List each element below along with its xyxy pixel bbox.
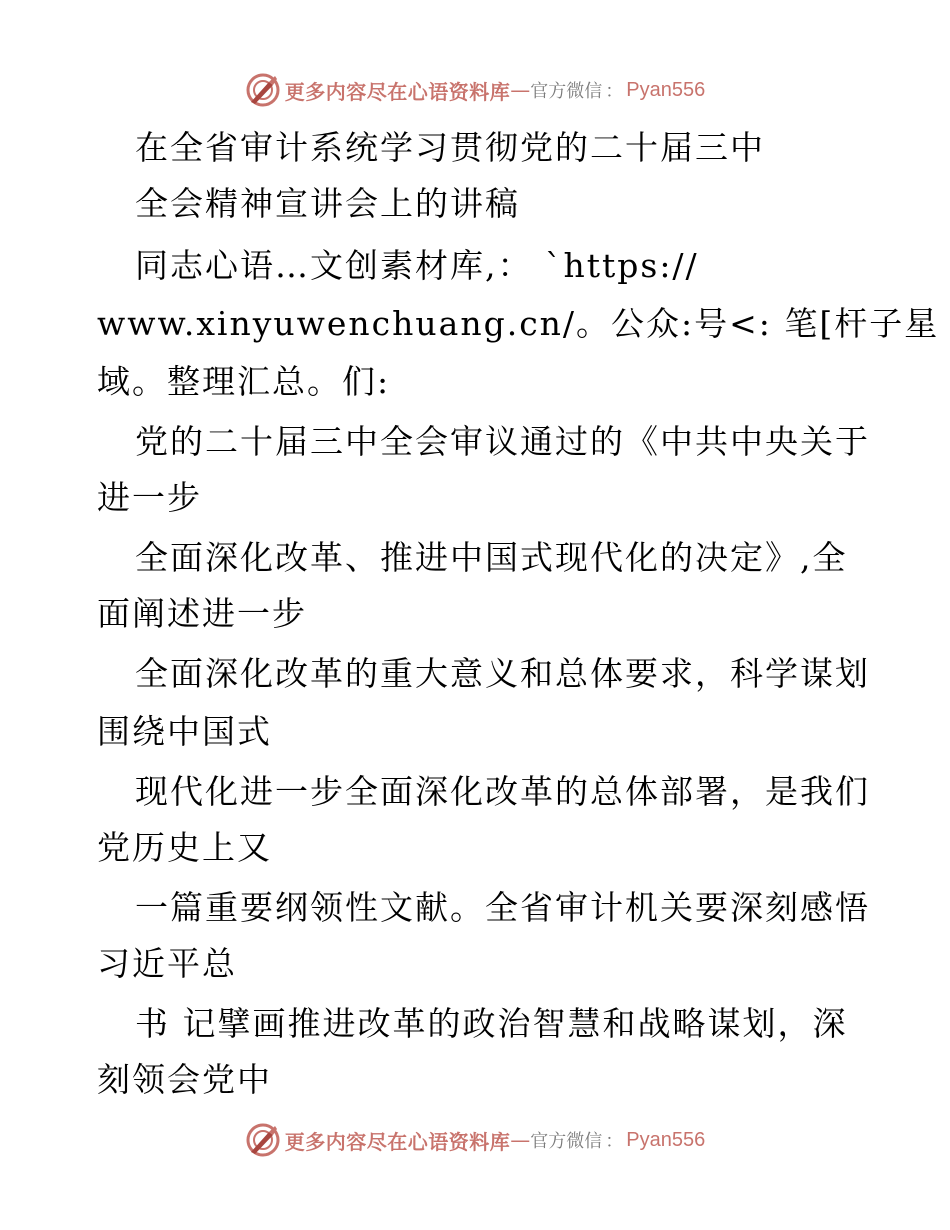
doc-line: 同志心语…文创素材库,： `https:// <box>135 246 699 285</box>
banner-slogan: 更多内容尽在心语资料库 <box>284 79 511 104</box>
doc-line: 在全省审计系统学习贯彻党的二十届三中 <box>135 128 765 167</box>
doc-line: 全面深化改革的重大意义和总体要求，科学谋划 <box>135 654 870 693</box>
doc-line: 党的二十届三中全会审议通过的《中共中央关于 <box>135 422 870 461</box>
banner-wechat-id: Pyan556 <box>626 1128 706 1151</box>
banner-colon: ： <box>605 81 624 102</box>
doc-line: 书 记擘画推进改革的政治智慧和战略谋划，深 <box>135 1004 848 1043</box>
banner-label: 官方微信 <box>530 81 603 102</box>
doc-line: 习近平总 <box>97 944 237 983</box>
doc-line: www.xinyuwenchuang.cn/。公众:号<: 笔[杆子星 <box>97 304 940 343</box>
banner-colon: ： <box>605 1131 624 1152</box>
doc-line: 进一步 <box>97 478 202 517</box>
footer-watermark-banner <box>0 1120 950 1160</box>
doc-line: 围绕中国式 <box>97 712 272 751</box>
header-watermark-banner <box>0 70 950 110</box>
banner-label: 官方微信 <box>530 1131 603 1152</box>
pen-circle-logo-icon <box>245 1122 281 1158</box>
banner-wechat-id: Pyan556 <box>626 78 706 101</box>
doc-line: 一篇重要纲领性文献。全省审计机关要深刻感悟 <box>135 888 870 927</box>
doc-line: 党历史上又 <box>97 828 272 867</box>
pen-circle-logo-icon <box>245 72 281 108</box>
doc-line: 面阐述进一步 <box>97 594 307 633</box>
doc-line: 刻领会党中 <box>97 1060 272 1099</box>
doc-line: 全面深化改革、推进中国式现代化的决定》,全 <box>135 538 848 577</box>
banner-separator: — <box>510 78 531 102</box>
banner-separator: — <box>510 1128 531 1152</box>
doc-line: 现代化进一步全面深化改革的总体部署，是我们 <box>135 772 870 811</box>
banner-slogan: 更多内容尽在心语资料库 <box>284 1129 511 1154</box>
doc-line: 域。整理汇总。们: <box>97 362 391 401</box>
doc-line: 全会精神宣讲会上的讲稿 <box>135 184 520 223</box>
